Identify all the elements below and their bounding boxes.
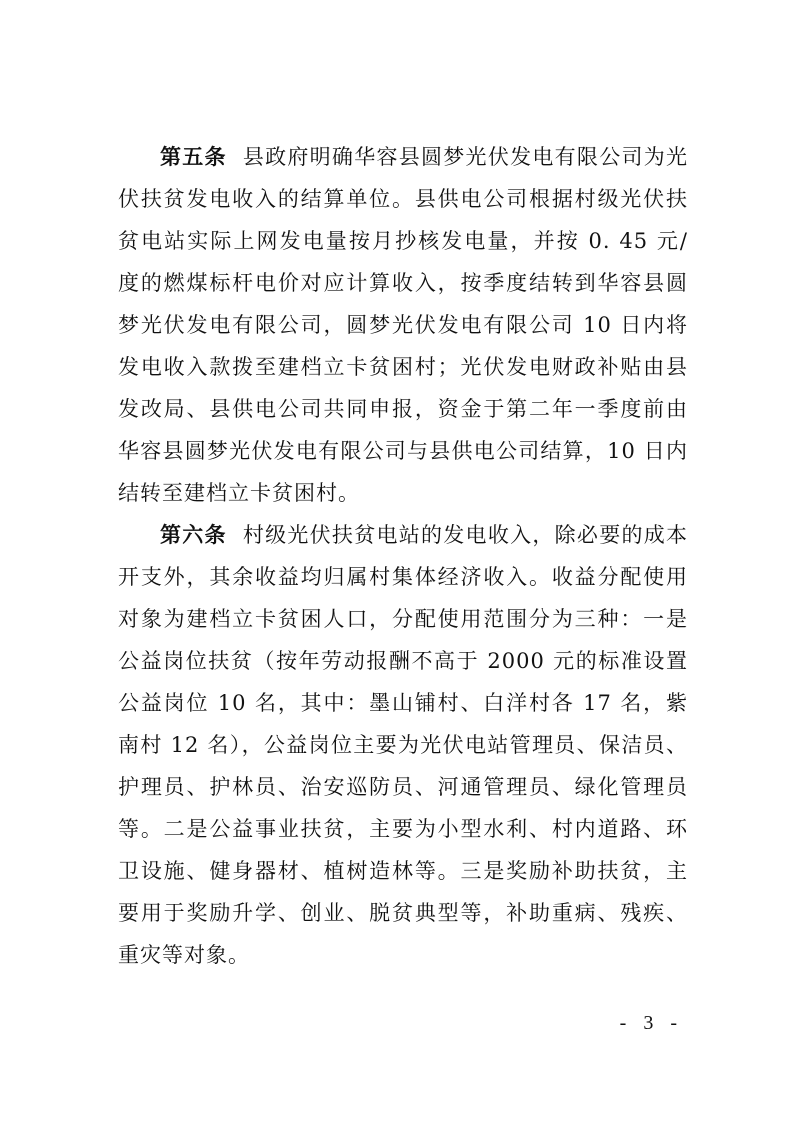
- article-5-paragraph: [118, 136, 688, 514]
- article-6-paragraph: [118, 514, 688, 976]
- article-6-heading: 第六条: [160, 523, 227, 547]
- article-5-body: 县政府明确华容县圆梦光伏发电有限公司为光伏扶贫发电收入的结算单位。县供电公司根据村级光伏扶贫电站实际上网发电量按月抄核发电量，并按 0. 45 元/ 度的燃煤标杆电价对应计算收入，按季度结转到华容县圆梦光伏发电有限公司，圆梦光伏发电有限公司 10 日内将发电收入款拨至建档立卡贫困村；光伏发电财政补贴由县发改局、县供电公司共同申报，资金于第二年一季度前由华容县圆梦光伏发电有限公司与县供电公司结算，10 日内结转至建档立卡贫困村。: [118, 145, 689, 505]
- article-5-heading: 第五条: [160, 145, 227, 169]
- page-number: - 3 -: [619, 1012, 683, 1034]
- article-6-body: 村级光伏扶贫电站的发电收入，除必要的成本开支外，其余收益均归属村集体经济收入。收益分配使用对象为建档立卡贫困人口，分配使用范围分为三种：一是公益岗位扶贫（按年劳动报酬不高于 2000 元的标准设置公益岗位 10 名，其中：墨山铺村、白洋村各 17 名，紫南村 12 名），公益岗位主要为光伏电站管理员、保洁员、护理员、护林员、治安巡防员、河通管理员、绿化管理员等。二是公益事业扶贫，主要为小型水利、村内道路、环卫设施、健身器材、植树造林等。三是奖励补助扶贫，主要用于奖励升学、创业、脱贫典型等，补助重病、残疾、重灾等对象。: [118, 523, 689, 967]
